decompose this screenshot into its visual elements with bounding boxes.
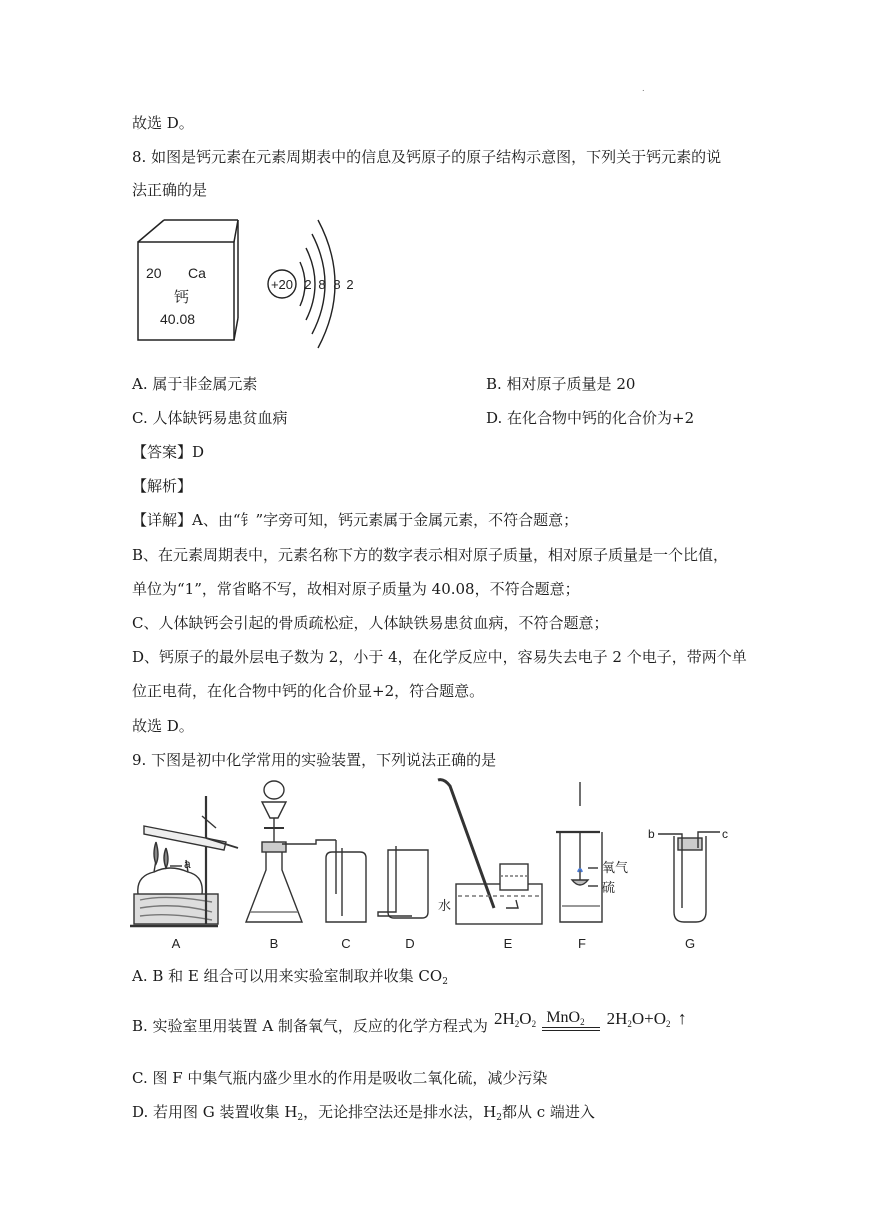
caption-f: F — [578, 936, 586, 951]
caption-a: A — [171, 936, 181, 951]
q9-option-b-equation — [494, 1001, 687, 1041]
caption-e: E — [503, 936, 513, 951]
apparatus-c — [326, 848, 366, 922]
label-sulfur: 硫 — [602, 881, 616, 896]
q8-option-b: B. 相对原子质量是 20 — [486, 375, 636, 393]
q9-option-c: C. 图 F 中集气瓶内盛少里水的作用是吸收二氧化硫，减少污染 — [132, 1069, 548, 1087]
equals-bar — [542, 1027, 600, 1031]
shell-4-electrons: 2 — [346, 277, 354, 292]
q8-option-a: A. 属于非金属元素 — [132, 375, 258, 393]
nucleus-charge: +20 — [270, 277, 294, 292]
detail-b-line2: 单位为“1”，常省略不写，故相对原子质量为 40.08，不符合题意； — [132, 580, 580, 598]
element-symbol: Ca — [188, 265, 206, 281]
header-dot: . — [642, 84, 645, 93]
equation-products: $2H_2O+O_2$ ↑ — [606, 1008, 687, 1029]
label-a-mark: a — [184, 857, 191, 871]
shell-2-electrons: 8 — [318, 277, 326, 292]
label-oxygen: 氧气 — [602, 861, 629, 876]
equation-condition — [540, 1007, 602, 1041]
conclusion: 故选 D。 — [132, 717, 194, 735]
prev-answer-conclusion: 故选 D。 — [132, 114, 194, 132]
label-water: 水 — [438, 899, 452, 914]
detail-a: 【详解】A、由“钅”字旁可知，钙元素属于金属元素，不符合题意； — [132, 511, 579, 529]
calcium-figure — [130, 212, 370, 354]
question-8-stem-line2: 法正确的是 — [132, 181, 208, 199]
question-8-stem-line1: 8. 如图是钙元素在元素周期表中的信息及钙原子的原子结构示意图，下列关于钙元素的说 — [132, 148, 722, 166]
detail-b-line1: B、在元素周期表中，元素名称下方的数字表示相对原子质量，相对原子质量是一个比值， — [132, 546, 729, 564]
element-name: 钙 — [174, 288, 190, 306]
apparatus-f — [556, 782, 602, 922]
label-port-c: c — [722, 827, 728, 841]
answer-label: 【答案】D — [132, 443, 205, 461]
q8-option-c: C. 人体缺钙易患贫血病 — [132, 409, 288, 427]
q9-option-d: D. 若用图 G 装置收集 $H_2$，无论排空法还是排水法，$H_2$都从 c 端进入 — [132, 1103, 595, 1123]
detail-d-line1: D、钙原子的最外层电子数为 2，小于 4，在化学反应中，容易失去电子 2 个电子，带两个单 — [132, 648, 747, 666]
detail-c: C、人体缺钙会引起的骨质疏松症，人体缺铁易患贫血病，不符合题意； — [132, 614, 609, 632]
catalyst-label: MnO$_2$ — [546, 1009, 585, 1027]
gas-arrow: ↑ — [677, 1008, 687, 1028]
question-9-stem: 9. 下图是初中化学常用的实验装置，下列说法正确的是 — [132, 751, 497, 769]
q8-option-d: D. 在化合物中钙的化合价为+2 — [486, 409, 695, 427]
apparatus-b — [246, 781, 336, 922]
detail-d-line2: 位正电荷，在化合物中钙的化合价显+2，符合题意。 — [132, 682, 485, 700]
equation-reactant: $2H_2O_2$ — [494, 1009, 537, 1029]
atomic-mass: 40.08 — [160, 311, 196, 327]
q9-option-a: A. B 和 E 组合可以用来实验室制取并收集 $CO_2$ — [132, 967, 448, 987]
atomic-number: 20 — [146, 265, 162, 281]
q9-option-b: B. 实验室里用装置 A 制备氧气，反应的化学方程式为 — [132, 1017, 488, 1035]
shell-3-electrons: 8 — [333, 277, 341, 292]
shell-1-electrons: 2 — [304, 277, 312, 292]
caption-b: B — [269, 936, 279, 951]
apparatus-g — [658, 832, 720, 922]
label-port-b: b — [648, 827, 655, 841]
caption-c: C — [341, 936, 351, 951]
apparatus-e — [438, 780, 542, 924]
apparatus-d — [378, 846, 428, 918]
caption-g: G — [684, 936, 696, 951]
caption-d: D — [405, 936, 415, 951]
lab-apparatus-figure — [126, 776, 726, 956]
analysis-label: 【解析】 — [132, 477, 193, 495]
